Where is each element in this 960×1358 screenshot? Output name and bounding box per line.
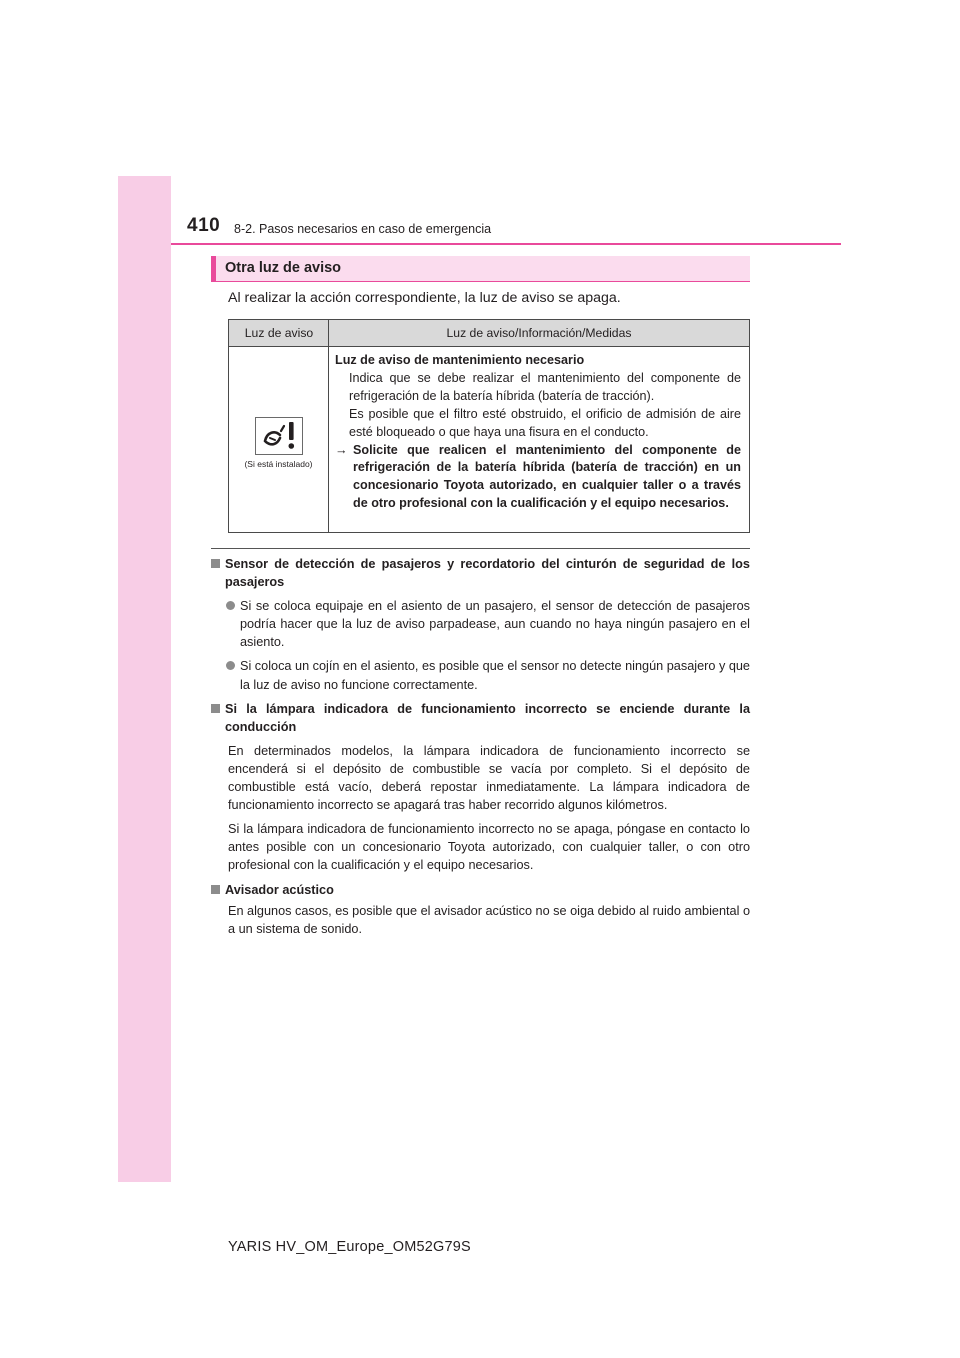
warning-action-text: Solicite que realicen el mantenimiento del componente de refrigeración de la batería híbrida (batería de tracción) en un concesionario Toyota autorizado, en cualquier taller o a través de otro profesional con la cualificación y el equipo necesarios. [353, 442, 741, 511]
note-heading-text: Si la lámpara indicadora de funcionamiento incorrecto se enciende durante la conducción [225, 701, 750, 734]
footer-document-id: YARIS HV_OM_Europe_OM52G79S [228, 1239, 471, 1255]
note-heading-text: Sensor de detección de pasajeros y recordatorio del cinturón de seguridad de los pasajeros [225, 557, 750, 590]
table-header-light: Luz de aviso [244, 326, 314, 340]
table-cell-info [335, 352, 741, 513]
coolant-maintenance-warning-icon [255, 417, 303, 455]
note-paragraph: Si la lámpara indicadora de funcionamiento incorrecto no se apaga, póngase en contacto lo antes posible con un concesionario Toyota autorizado, con cualquier taller, o con otro profesional con la cualificación y el equipo necesarios. [228, 822, 750, 873]
arrow-right-icon: → [335, 442, 348, 457]
square-bullet-icon [211, 704, 220, 713]
section-intro: Al realizar la acción correspondiente, la luz de aviso se apaga. [228, 290, 621, 306]
circle-bullet-icon [226, 661, 235, 670]
page-number: 410 [187, 215, 221, 236]
note-paragraph: En determinados modelos, la lámpara indicadora de funcionamiento incorrecto se encenderá si el depósito de combustible se vacía por completo. Si el depósito de combustible está vacío, deberá repostar inmediatamente. La lámpara indicadora de funcionamiento incorrecto se apagará tras haber recorrido algunos kilómetros. [228, 743, 750, 813]
warning-light-table [228, 319, 750, 533]
warning-title: Luz de aviso de mantenimiento necesario [335, 353, 585, 367]
notes-divider [211, 548, 750, 549]
table-header-info: Luz de aviso/Información/Medidas [446, 326, 632, 340]
chapter-title: 8-2. Pasos necesarios en caso de emergencia [234, 222, 492, 236]
note-bullet [211, 597, 750, 651]
note-heading-text: Avisador acústico [225, 882, 334, 897]
note-bullet-text: Si coloca un cojín en el asiento, es posible que el sensor no detecte ningún pasajero y que la luz de aviso no funcione correctamente. [240, 659, 750, 692]
warning-action [335, 442, 741, 514]
note-heading-malfunction [211, 700, 750, 736]
chapter-side-band [118, 176, 171, 1182]
section-heading-bar [211, 256, 750, 282]
warning-description-1: Indica que se debe realizar el mantenimiento del componente de refrigeración de la batería híbrida (batería de tracción). [349, 370, 741, 403]
note-bullet [211, 657, 750, 693]
circle-bullet-icon [226, 601, 235, 610]
note-heading-sensor [211, 555, 750, 591]
section-title: Otra luz de aviso [225, 260, 342, 276]
note-heading-buzzer [211, 881, 750, 899]
note-paragraph: En algunos casos, es posible que el avisador acústico no se oiga debido al ruido ambiental o a un sistema de sonido. [228, 903, 750, 936]
header-rule [171, 243, 841, 245]
square-bullet-icon [211, 885, 220, 894]
table-column-divider [328, 320, 329, 532]
table-cell-icon [229, 347, 328, 532]
note-bullet-text: Si se coloca equipaje en el asiento de un pasajero, el sensor de detección de pasajeros podría hacer que la luz de aviso parpadease, aun cuando no haya ningún pasajero en el asiento. [240, 599, 750, 650]
table-header [229, 320, 749, 347]
notes-section [211, 555, 750, 938]
section-accent [211, 256, 216, 281]
square-bullet-icon [211, 559, 220, 568]
warning-description-2: Es posible que el filtro esté obstruido, el orificio de admisión de aire esté bloqueado o que haya una fisura en el conducto. [349, 406, 741, 439]
icon-note: (Si está instalado) [244, 459, 313, 469]
